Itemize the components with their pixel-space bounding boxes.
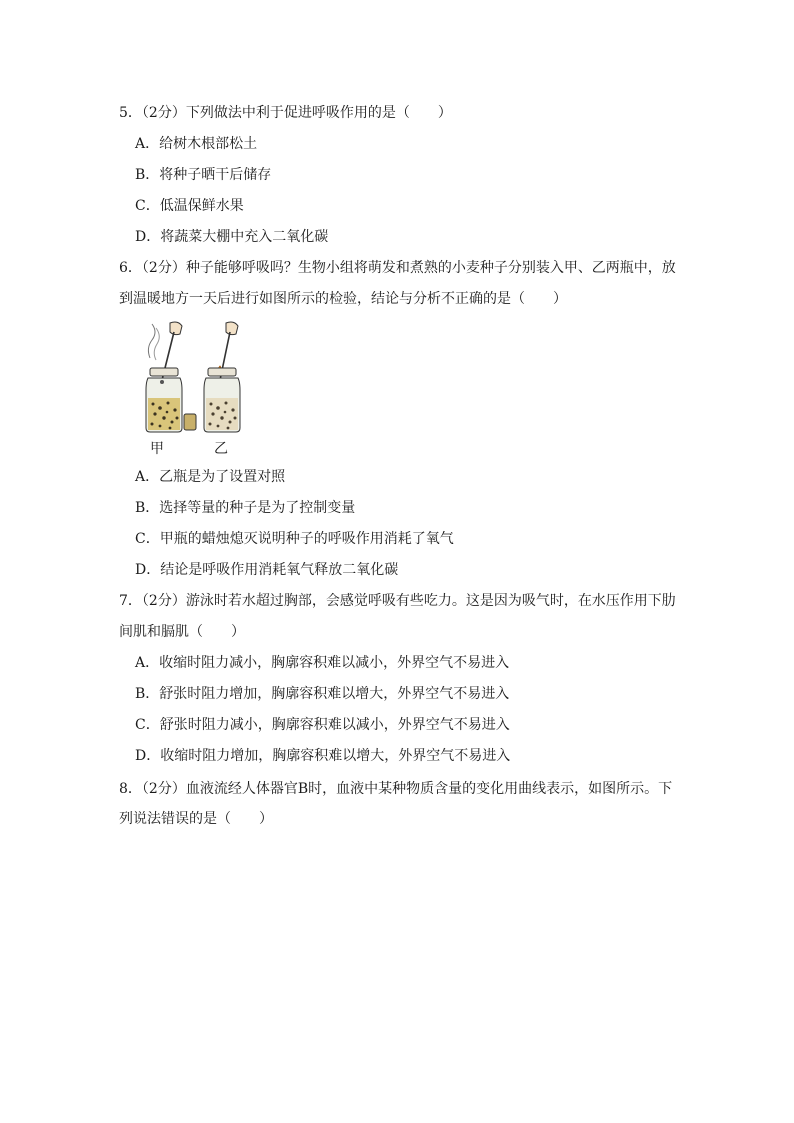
question-6-stem-line-1: 6．（2分）种子能够呼吸吗？生物小组将萌发和煮熟的小麦种子分别装入甲、乙两瓶中，放 (119, 260, 676, 276)
question-6-option-d: D．结论是呼吸作用消耗氧气释放二氧化碳 (135, 562, 399, 578)
question-6-stem-line-2: 到温暖地方一天后进行如图所示的检验，结论与分析不正确的是（ ） (119, 291, 567, 307)
question-6-option-c: C．甲瓶的蜡烛熄灭说明种子的呼吸作用消耗了氧气 (135, 531, 454, 547)
question-6-option-b: B．选择等量的种子是为了控制变量 (135, 500, 356, 516)
question-5-option-b: B．将种子晒干后储存 (135, 167, 272, 183)
question-8-stem-line-2: 列说法错误的是（ ） (119, 811, 273, 827)
question-5-stem: 5．（2分）下列做法中利于促进呼吸作用的是（ ） (119, 105, 452, 121)
question-8-stem-line-1: 8．（2分）血液流经人体器官B时，血液中某种物质含量的变化用曲线表示，如图所示。下 (119, 781, 673, 797)
question-7-stem-line-2: 间肌和膈肌（ ） (119, 624, 245, 640)
question-7-stem-line-1: 7．（2分）游泳时若水超过胸部，会感觉呼吸有些吃力。这是因为吸气时，在水压作用下肋 (119, 593, 676, 609)
question-7-option-d: D．收缩时阻力增加，胸廓容积难以增大，外界空气不易进入 (135, 748, 511, 764)
question-7-option-b: B．舒张时阻力增加，胸廓容积难以增大，外界空气不易进入 (135, 686, 510, 702)
question-5-option-a: A．给树木根部松土 (135, 136, 258, 152)
jar-jia-icon (146, 322, 196, 432)
figure-label-jia: 甲 (150, 441, 164, 457)
question-5-option-d: D．将蔬菜大棚中充入二氧化碳 (135, 229, 329, 245)
figure-label-yi: 乙 (214, 441, 228, 457)
question-7-option-a: A．收缩时阻力减小，胸廓容积难以减小，外界空气不易进入 (135, 655, 510, 671)
question-6-option-a: A．乙瓶是为了设置对照 (135, 469, 286, 485)
question-7-option-c: C．舒张时阻力减小，胸廓容积难以减小，外界空气不易进入 (135, 717, 510, 733)
question-5-option-c: C．低温保鲜水果 (135, 198, 244, 214)
jars-illustration (140, 318, 260, 458)
jar-yi-icon (204, 322, 240, 432)
seed-jar-experiment-figure (140, 318, 260, 458)
